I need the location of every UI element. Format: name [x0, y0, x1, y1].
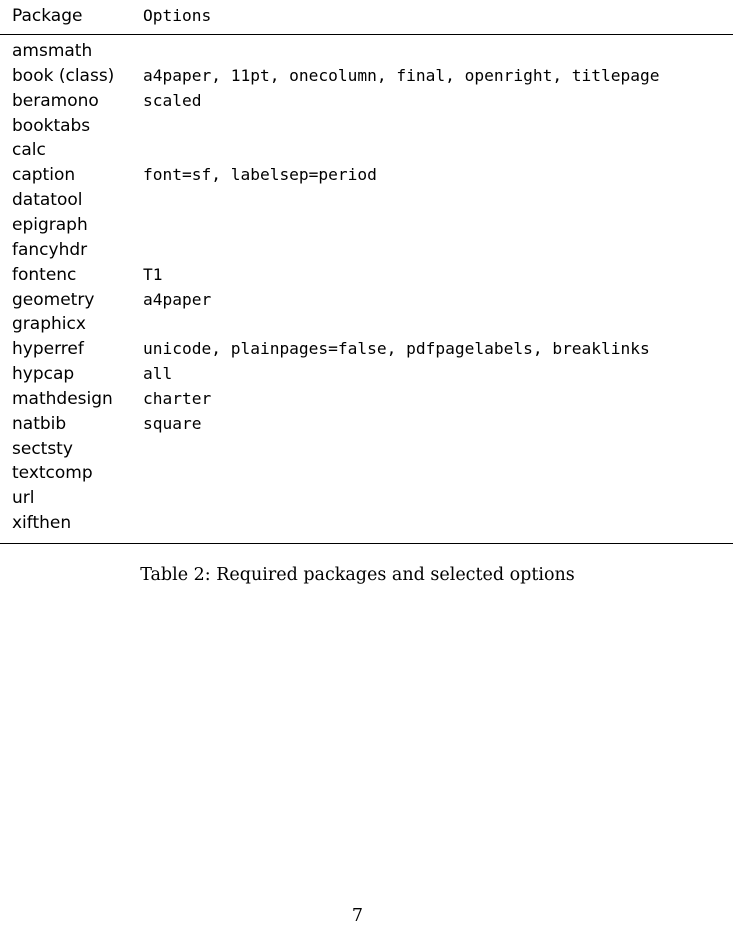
table-row	[0, 39, 733, 64]
package-options: a4paper	[143, 289, 212, 309]
package-options: unicode, plainpages=false, pdfpagelabels, breaklinks	[143, 339, 650, 359]
package-name: book (class)	[12, 65, 115, 86]
table-row	[0, 213, 733, 238]
package-options: all	[143, 364, 173, 384]
header-options: Options	[143, 6, 212, 25]
package-name: sectsty	[12, 438, 73, 459]
table-row	[0, 163, 733, 188]
table-row	[0, 511, 733, 536]
table-row	[0, 461, 733, 486]
page-number: 7	[351, 906, 364, 926]
table-row	[0, 114, 733, 139]
package-name: calc	[12, 140, 46, 161]
table-row	[0, 387, 733, 412]
package-name: natbib	[12, 413, 67, 434]
table-row	[0, 362, 733, 387]
table-row	[0, 263, 733, 288]
package-name: booktabs	[12, 115, 91, 136]
table-row	[0, 138, 733, 163]
package-options: font=sf, labelsep=period	[143, 165, 377, 185]
table-row	[0, 486, 733, 511]
package-name: textcomp	[12, 463, 93, 484]
package-options: charter	[143, 388, 212, 408]
package-name: graphicx	[12, 314, 86, 335]
package-name: xifthen	[12, 513, 72, 534]
package-name: hypcap	[12, 364, 75, 385]
package-name: datatool	[12, 190, 83, 211]
package-options: a4paper, 11pt, onecolumn, final, openright, titlepage	[143, 65, 660, 85]
package-options: square	[143, 413, 202, 433]
package-options: T1	[143, 264, 163, 284]
table-row	[0, 89, 733, 114]
package-name: url	[12, 488, 35, 509]
table-row	[0, 412, 733, 437]
table-row	[0, 238, 733, 263]
table-row	[0, 64, 733, 89]
package-name: geometry	[12, 289, 95, 310]
package-name: epigraph	[12, 214, 88, 235]
header-package: Package	[12, 6, 83, 26]
package-name: beramono	[12, 90, 99, 111]
table-caption: Table 2: Required packages and selected options	[140, 565, 575, 585]
package-name: amsmath	[12, 41, 93, 61]
package-name: caption	[12, 165, 76, 186]
table-row	[0, 288, 733, 313]
table-row	[0, 437, 733, 462]
package-name: fancyhdr	[12, 239, 88, 260]
package-options: scaled	[143, 90, 202, 110]
table-header	[0, 0, 733, 35]
package-name: hyperref	[12, 339, 84, 360]
table-row	[0, 337, 733, 362]
package-name: mathdesign	[12, 388, 113, 409]
table-body	[0, 35, 733, 544]
table-row	[0, 312, 733, 337]
table-row	[0, 188, 733, 213]
package-name: fontenc	[12, 264, 77, 285]
